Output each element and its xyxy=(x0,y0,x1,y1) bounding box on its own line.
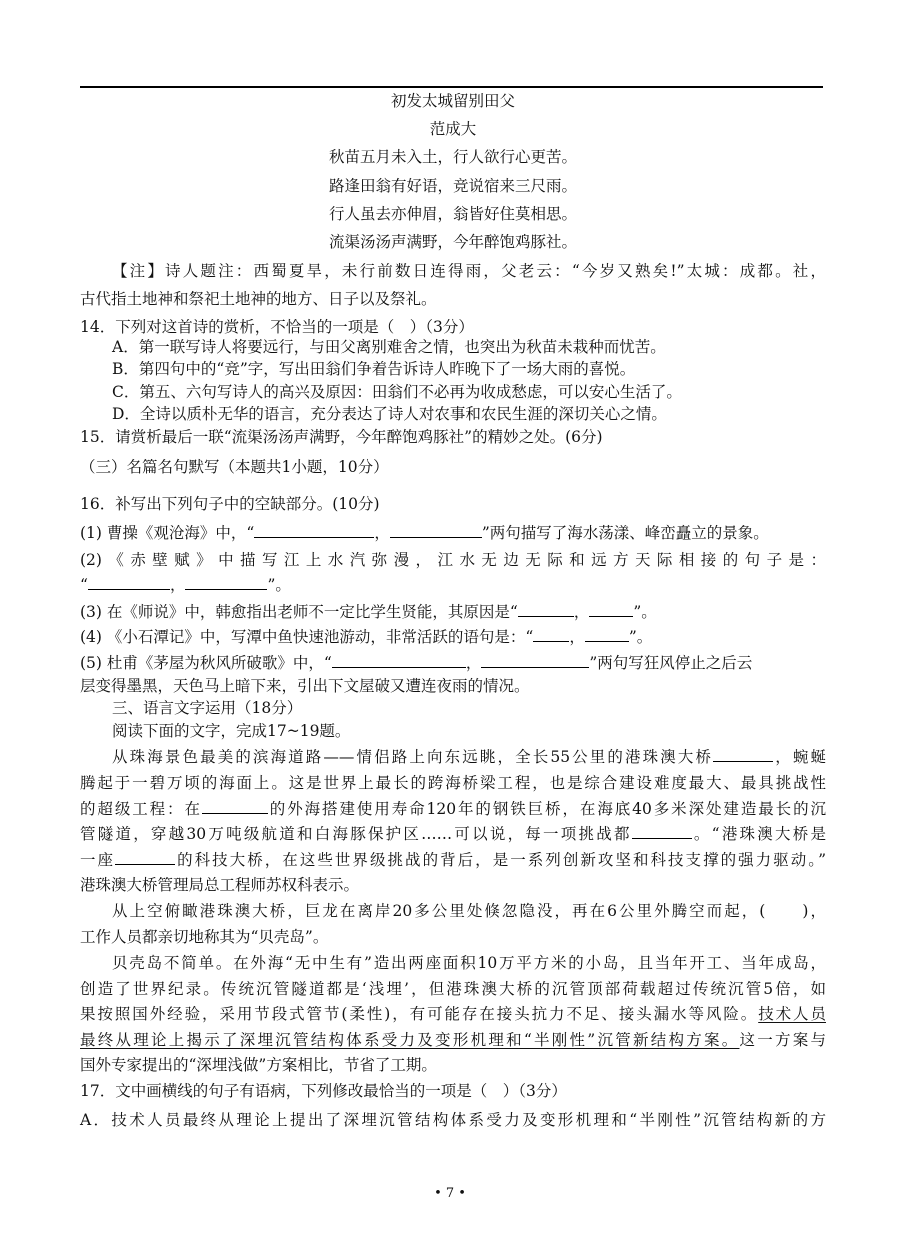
q16-item-5-cont: 层变得墨黑，天色马上暗下来，引出下文屋破又遭连夜雨的情况。 xyxy=(80,677,530,695)
poem-author: 范成大 xyxy=(429,120,477,138)
answer-blank[interactable] xyxy=(202,799,268,814)
poem-note-cont: 古代指土地神和祭祀土地神的地方、日子以及祭礼。 xyxy=(80,290,437,308)
q14-option-c: C．第五、六句写诗人的高兴及原因：田翁们不必再为收成愁虑，可以安心生活了。 xyxy=(112,383,682,401)
passage-text: 一座 xyxy=(80,851,116,869)
passage-line xyxy=(112,746,826,768)
answer-blank[interactable] xyxy=(390,523,482,538)
passage-line: 工作人员都亲切地称其为“贝壳岛”。 xyxy=(80,928,329,946)
header-rule xyxy=(80,86,823,88)
q16-item-1 xyxy=(80,522,826,544)
page-number: • 7 • xyxy=(434,1186,466,1201)
passage-line: 贝壳岛不简单。在外海“无中生有”造出两座面积10万平方米的小岛，且当年开工、当年成岛， xyxy=(112,954,826,972)
q14-option-d: D．全诗以质朴无华的语言，充分表达了诗人对农事和农民生涯的深切关心之情。 xyxy=(112,405,667,423)
poem-line: 秋苗五月未入土，行人欲行心更苦。 xyxy=(328,148,577,166)
question-15: 15．请赏析最后一联“流渠汤汤声满野，今年醉饱鸡豚社”的精妙之处。(6分) xyxy=(80,428,603,446)
open-quote: “ xyxy=(80,576,88,594)
q16-item-1-text: (1) 曹操《观沧海》中，“ xyxy=(80,524,255,542)
passage-line xyxy=(80,849,826,871)
passage-text: 。“港珠澳大桥是 xyxy=(691,825,826,843)
close-quote: ”。 xyxy=(628,628,653,646)
q16-item-5-text: (5) 杜甫《茅屋为秋风所破歌》中，“ xyxy=(80,654,332,672)
q16-item-3 xyxy=(80,601,826,623)
q16-item-3-text: (3) 在《师说》中，韩愈指出老师不一定比学生贤能，其原因是“ xyxy=(80,603,518,621)
answer-blank[interactable] xyxy=(88,575,170,590)
section-heading: （三）名篇名句默写（本题共1小题，10分） xyxy=(80,458,389,476)
close-quote: ”。 xyxy=(267,576,291,594)
section-heading: 三、语言文字运用（18分） xyxy=(112,699,303,717)
q17-option-a: A．技术人员最终从理论上提出了深埋沉管结构体系受力及变形机理和“半刚性”沉管结构新的方 xyxy=(80,1111,826,1129)
q14-option-a: A．第一联写诗人将要远行，与田父离别难舍之情，也突出为秋苗未栽种而忧苦。 xyxy=(112,338,666,356)
poem-line: 行人虽去亦伸眉，翁皆好住莫相思。 xyxy=(328,205,577,223)
underlined-sentence: 最终从理论上揭示了深埋沉管结构体系受力及变形机理和“半刚性”沉管新结构方案。 xyxy=(80,1031,740,1049)
answer-blank[interactable] xyxy=(533,627,569,642)
answer-blank[interactable] xyxy=(713,747,773,762)
question-17-stem: 17．文中画横线的句子有语病，下列修改最恰当的一项是（ ）（3分） xyxy=(80,1082,567,1100)
answer-blank[interactable] xyxy=(332,653,466,668)
passage-text: 从珠海景色最美的滨海道路——情侣路上向东远眺，全长55公里的港珠澳大桥 xyxy=(112,748,714,766)
q14-option-b: B．第四句中的“竞”字，写出田翁们争着告诉诗人昨晚下了一场大雨的喜悦。 xyxy=(112,360,636,378)
poem-line: 流渠汤汤声满野，今年醉饱鸡豚社。 xyxy=(328,233,577,251)
passage-text: 管隧道，穿越30万吨级航道和白海豚保护区……可以说，每一项挑战都 xyxy=(80,825,632,843)
poem-line: 路逢田翁有好语，竞说宿来三尺雨。 xyxy=(328,177,577,195)
q16-item-1-comma: ， xyxy=(374,524,390,542)
passage-line xyxy=(80,798,826,820)
passage-line: 从上空俯瞰港珠澳大桥，巨龙在离岸20多公里处倏忽隐没，再在6公里外腾空而起，( )， xyxy=(112,902,826,920)
passage-line: 腾起于一碧万顷的海面上。这是世界上最长的跨海桥梁工程，也是综合建设难度最大、最具挑战性 xyxy=(80,774,826,792)
q16-item-1-tail: ”两句描写了海水荡漾、峰峦矗立的景象。 xyxy=(481,524,769,542)
answer-blank[interactable] xyxy=(254,523,374,538)
passage-text: ，蜿蜒 xyxy=(773,748,826,766)
answer-blank[interactable] xyxy=(585,627,629,642)
answer-blank[interactable] xyxy=(481,653,589,668)
passage-text: 果按照国外经验，采用节段式管节(柔性)，有可能存在接头抗力不足、接头漏水等风险。 xyxy=(80,1005,759,1023)
passage-text: 的超级工程：在 xyxy=(80,800,202,818)
q16-item-5 xyxy=(80,652,826,674)
comma: ， xyxy=(569,628,585,646)
passage-line: 创造了世界纪录。传统沉管隧道都是‘浅埋’，但港珠澳大桥的沉管顶部荷载超过传统沉管5倍，如 xyxy=(80,980,826,998)
q16-item-5-tail: ”两句写狂风停止之后云 xyxy=(589,654,753,672)
passage-text: 的外海搭建使用寿命120年的钢铁巨桥，在海底40多米深处建造最长的沉 xyxy=(267,800,826,818)
passage-line xyxy=(80,1003,826,1025)
comma: ， xyxy=(465,654,482,672)
answer-blank[interactable] xyxy=(632,824,692,839)
question-14-stem: 14．下列对这首诗的赏析，不恰当的一项是（ ）（3分） xyxy=(80,318,474,336)
q16-item-4-text: (4) 《小石潭记》中，写潭中鱼快速池游动，非常活跃的语句是：“ xyxy=(80,628,534,646)
passage-text: 的科技大桥，在这些世界级挑战的背后，是一系列创新攻坚和科技支撑的强力驱动。” xyxy=(175,851,826,869)
passage-line: 国外专家提出的“深埋浅做”方案相比，节省了工期。 xyxy=(80,1056,437,1074)
passage-line: 港珠澳大桥管理局总工程师苏权科表示。 xyxy=(80,876,360,894)
passage-line xyxy=(80,1029,826,1051)
q16-item-2-blanks xyxy=(80,574,826,596)
poem-title: 初发太城留别田父 xyxy=(390,92,515,110)
comma: ， xyxy=(169,576,186,594)
underlined-sentence: 技术人员 xyxy=(758,1005,826,1023)
q16-item-4 xyxy=(80,626,826,648)
close-quote: ”。 xyxy=(633,603,657,621)
question-16-stem: 16．补写出下列句子中的空缺部分。(10分) xyxy=(80,495,380,513)
answer-blank[interactable] xyxy=(518,602,574,617)
reading-instructions: 阅读下面的文字，完成17~19题。 xyxy=(112,722,351,740)
passage-text: 这一方案与 xyxy=(739,1031,826,1049)
comma: ， xyxy=(573,603,590,621)
answer-blank[interactable] xyxy=(185,575,267,590)
answer-blank[interactable] xyxy=(589,602,633,617)
q16-item-2: (2)《赤壁赋》中描写江上水汽弥漫，江水无边无际和远方天际相接的句子是： xyxy=(80,551,826,569)
poem-note: 【注】诗人题注：西蜀夏旱，未行前数日连得雨，父老云：“今岁又熟矣!”太城：成都。社， xyxy=(112,262,826,280)
answer-blank[interactable] xyxy=(115,850,175,865)
passage-line xyxy=(80,823,826,845)
